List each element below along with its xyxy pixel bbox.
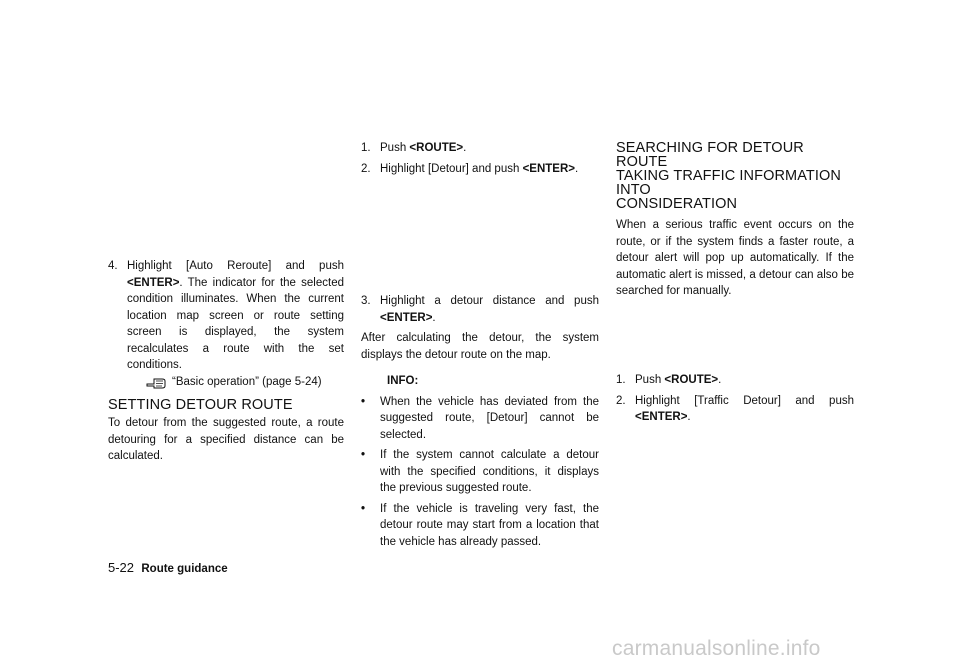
step-number: 2. — [616, 394, 626, 407]
reference-hand-icon — [146, 375, 168, 389]
step-number: 1. — [361, 142, 371, 154]
step-text-a: Push — [380, 142, 410, 154]
step-text — [380, 293, 599, 326]
heading-line: CONSIDERATION — [616, 196, 738, 212]
key-enter: <ENTER> — [635, 411, 688, 423]
step-text — [380, 140, 599, 157]
step-text-a: Push — [635, 374, 665, 386]
section-body: To detour from the suggested route, a route detouring for a specified distance can be calculated. — [108, 417, 344, 462]
step-text-end: . — [574, 162, 579, 175]
bullet-item — [361, 394, 599, 444]
step-text — [635, 372, 854, 389]
step-number: 4. — [108, 260, 118, 272]
bullet-item — [361, 501, 599, 551]
step-text — [380, 161, 599, 178]
step-2 — [616, 393, 854, 426]
key-route: <ROUTE> — [409, 142, 464, 154]
heading-line: TAKING TRAFFIC INFORMATION INTO — [616, 168, 841, 198]
after-text: After calculating the detour, the system displays the detour route on the map. — [361, 332, 599, 361]
bullet-text: When the vehicle has deviated from the suggested route, [Detour] cannot be selected. — [380, 395, 599, 441]
step-3 — [361, 293, 599, 326]
column-middle — [361, 140, 599, 177]
step-number: 1. — [616, 374, 626, 386]
key-route: <ROUTE> — [664, 374, 719, 386]
page-number: 5-22 — [108, 560, 135, 575]
bullet-mark: • — [361, 449, 366, 461]
column-right-lower — [616, 372, 854, 426]
step-text-a: Highlight [Detour] and push — [380, 162, 523, 175]
bullet-item — [361, 447, 599, 497]
step-text-end: . — [687, 411, 691, 423]
step-text — [635, 393, 854, 426]
column-right — [616, 141, 854, 300]
step-text-end: . — [463, 142, 467, 154]
bullet-mark: • — [361, 502, 366, 515]
step-1 — [616, 372, 854, 389]
section-body: When a serious traffic event occurs on the route, or if the system finds a faster route, a detour alert will pop up automatically. If the automatic alert is missed, a detour can also be searched for manually. — [616, 219, 854, 297]
info-heading: INFO: — [387, 375, 419, 387]
step-1 — [361, 140, 599, 157]
watermark: carmanualsonline.info — [612, 637, 821, 660]
section-heading: SETTING DETOUR ROUTE — [108, 397, 293, 413]
step-4 — [108, 258, 344, 374]
step-text — [127, 258, 344, 374]
key-enter: <ENTER> — [522, 162, 575, 175]
heading-line: SEARCHING FOR DETOUR ROUTE — [616, 140, 804, 170]
step-text-a: Highlight [Auto Reroute] and push — [127, 260, 344, 272]
key-enter: <ENTER> — [380, 311, 433, 324]
step-text-b: . The indicator for the selected condition illuminates. When the current location map screen or route setting screen is displayed, the system recalculates a route with the set conditions. — [127, 276, 344, 371]
page-reference — [108, 374, 344, 391]
step-text-end: . — [718, 374, 722, 386]
step-number: 2. — [361, 162, 371, 175]
step-number: 3. — [361, 295, 371, 307]
step-text-end: . — [432, 311, 436, 324]
step-2 — [361, 161, 599, 178]
bullet-mark: • — [361, 395, 366, 408]
bullet-text: If the system cannot calculate a detour with the specified conditions, it displays the previous suggested route. — [380, 449, 599, 494]
section-title: Route guidance — [141, 563, 228, 575]
step-text-a: Highlight a detour distance and push — [380, 295, 599, 307]
section-heading — [616, 141, 854, 211]
column-left — [108, 258, 344, 465]
key-enter: <ENTER> — [127, 276, 180, 289]
bullet-text: If the vehicle is traveling very fast, the detour route may start from a location that the vehicle has already passed. — [380, 502, 599, 548]
column-middle-lower — [361, 293, 599, 550]
reference-text: “Basic operation” (page 5-24) — [172, 375, 322, 388]
step-text-a: Highlight [Traffic Detour] and push — [635, 394, 854, 407]
page-footer — [108, 560, 228, 575]
